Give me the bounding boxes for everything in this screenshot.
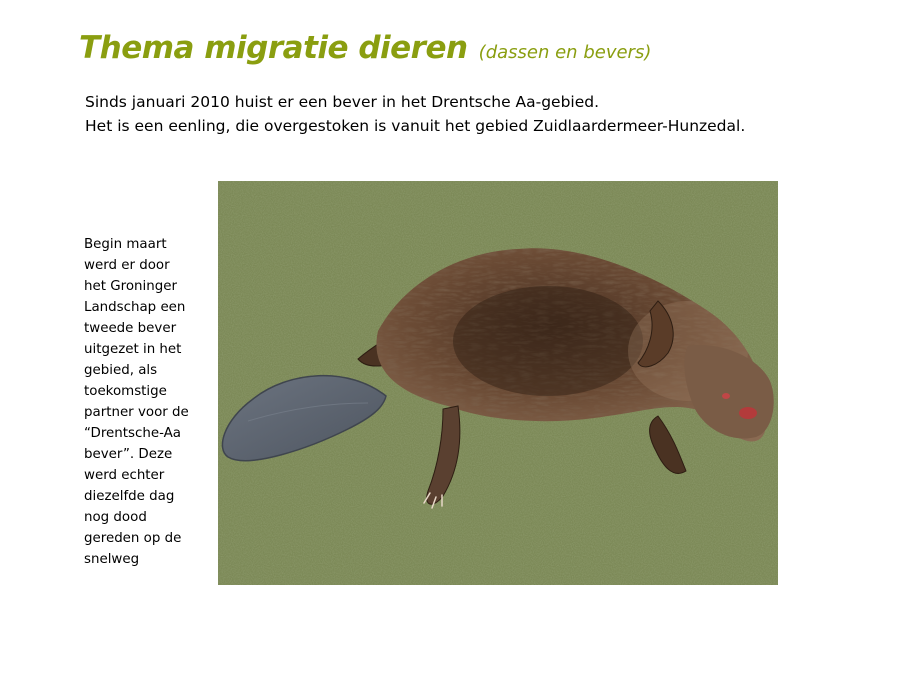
sidebar-text bbox=[84, 234, 214, 570]
sidebar-line: gebied, als bbox=[84, 363, 158, 378]
sidebar-line: bever”. Deze bbox=[84, 447, 173, 462]
title-main: Thema migratie dieren bbox=[79, 30, 468, 66]
intro-line: Het is een eenling, die overgestoken is vanuit het gebied Zuidlaardermeer-Hunzedal. bbox=[85, 117, 746, 135]
intro-text bbox=[85, 90, 745, 138]
beaver-snout bbox=[739, 407, 757, 419]
sidebar-line: het Groninger bbox=[84, 279, 177, 294]
sidebar-line: werd er door bbox=[84, 258, 170, 273]
sidebar-line: werd echter bbox=[84, 468, 165, 483]
sidebar-line: partner voor de bbox=[84, 405, 189, 420]
sidebar-line: Begin maart bbox=[84, 237, 167, 252]
title-subtitle: (dassen en bevers) bbox=[478, 42, 652, 63]
intro-line: Sinds januari 2010 huist er een bever in het Drentsche Aa-gebied. bbox=[85, 93, 600, 111]
sidebar-line: toekomstige bbox=[84, 384, 167, 399]
beaver-eye bbox=[722, 393, 730, 399]
sidebar-line: diezelfde dag bbox=[84, 489, 175, 504]
sidebar-line: uitgezet in het bbox=[84, 342, 182, 357]
sidebar-line: gereden op de bbox=[84, 531, 182, 546]
beaver-photo bbox=[218, 181, 778, 585]
sidebar-line: tweede bever bbox=[84, 321, 177, 336]
sidebar-line: “Drentsche-Aa bbox=[84, 426, 181, 441]
sidebar-line: nog dood bbox=[84, 510, 147, 525]
sidebar-line: snelweg bbox=[84, 552, 140, 567]
sidebar-line: Landschap een bbox=[84, 300, 186, 315]
page-title bbox=[79, 30, 651, 66]
